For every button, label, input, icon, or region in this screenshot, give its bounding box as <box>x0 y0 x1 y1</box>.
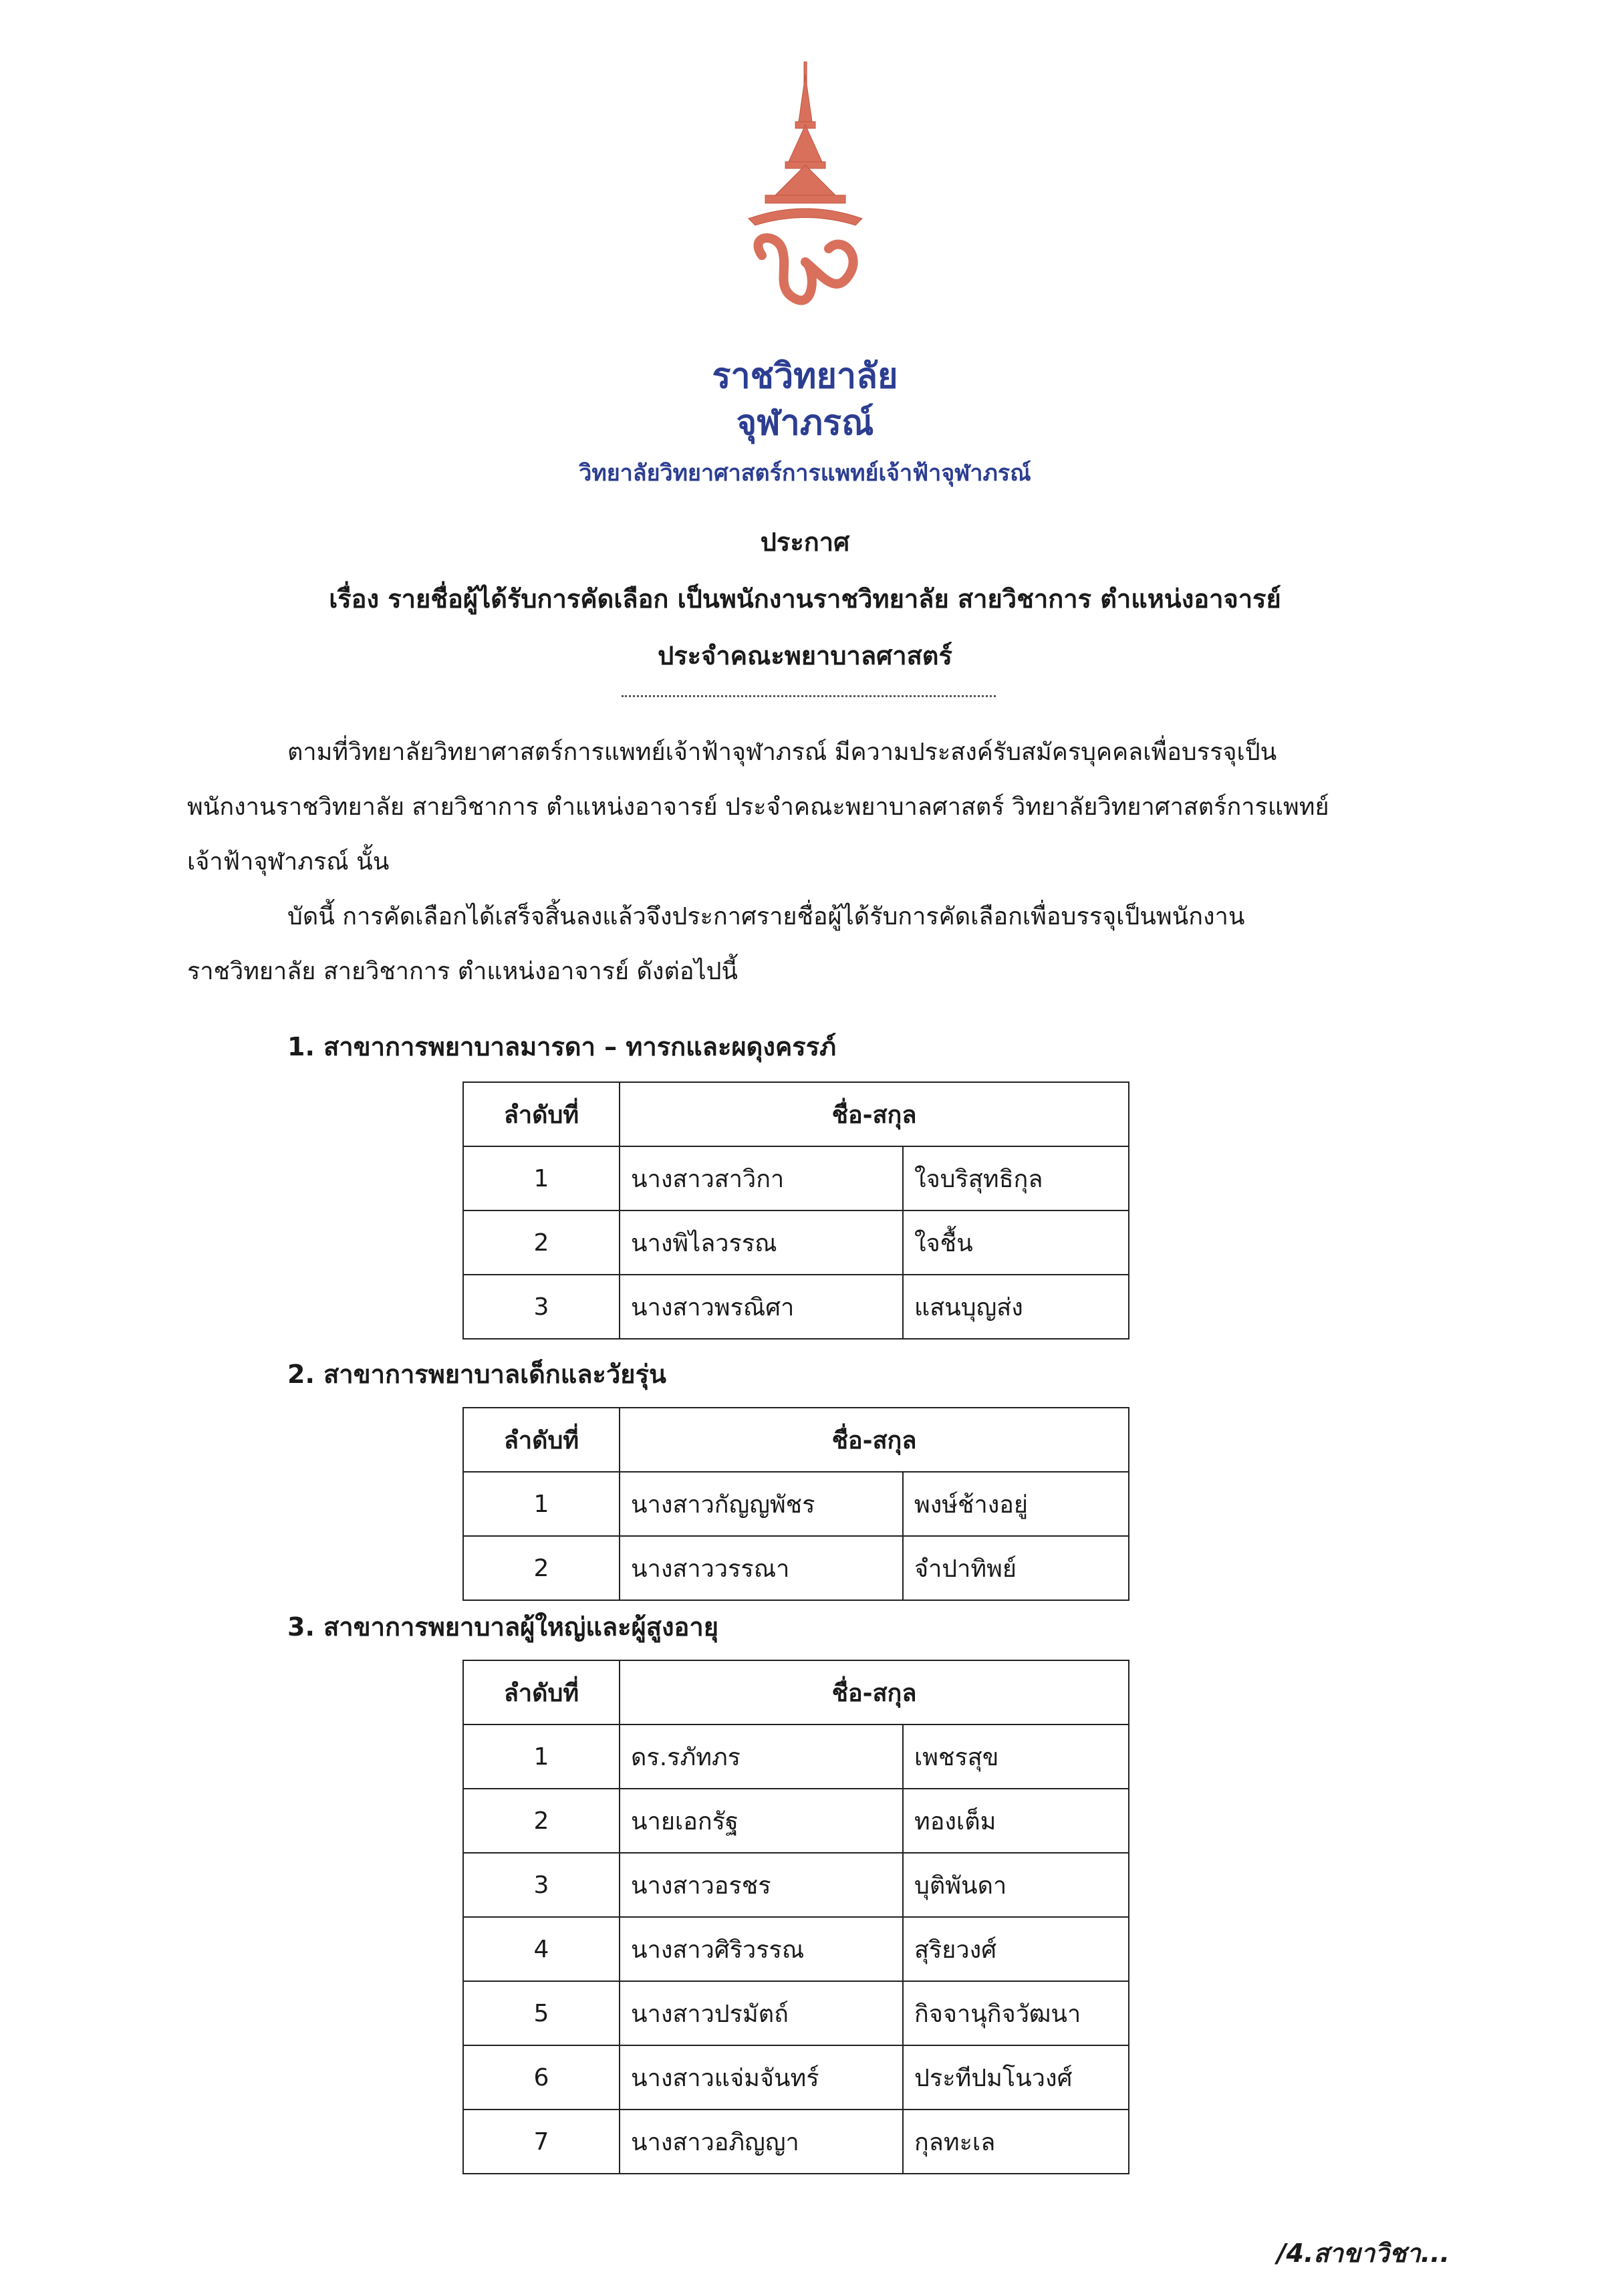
body-paragraph-1 <box>187 725 1410 890</box>
first-name: นางสาวศิริวรรณ <box>620 1917 903 1981</box>
selection-table <box>462 1081 1129 1340</box>
last-name: ใจบริสุทธิกุล <box>903 1146 1129 1210</box>
title-divider <box>622 695 996 697</box>
row-number: 2 <box>463 1789 620 1853</box>
table-header-row <box>463 1082 1129 1146</box>
row-number: 1 <box>463 1725 620 1789</box>
brand-subtitle: วิทยาลัยวิทยาศาสตร์การแพทย์เจ้าฟ้าจุฬาภรณ์ <box>579 460 1031 487</box>
first-name: นางสาวสาวิกา <box>620 1146 903 1210</box>
section-title: 2. สาขาการพยาบาลเด็กและวัยรุ่น <box>287 1360 666 1389</box>
last-name: จำปาทิพย์ <box>903 1536 1129 1600</box>
last-name: บุติพันดา <box>903 1853 1129 1917</box>
first-name: นางสาวกัญญพัชร <box>620 1472 903 1536</box>
row-number: 4 <box>463 1917 620 1981</box>
table-row <box>463 1472 1129 1536</box>
header-name: ชื่อ-สกุล <box>620 1082 1129 1146</box>
table-row <box>463 1917 1129 1981</box>
first-name: นางสาวอภิญญา <box>620 2110 903 2174</box>
table-header-row <box>463 1408 1129 1472</box>
table-header-row <box>463 1660 1129 1725</box>
table-row <box>463 1981 1129 2045</box>
table-row <box>463 1725 1129 1789</box>
para2-line2: ราชวิทยาลัย สายวิชาการ ตำแหน่งอาจารย์ ดังต่อไปนี้ <box>187 958 739 985</box>
college-emblem-logo <box>735 61 876 315</box>
para1-line3: เจ้าฟ้าจุฬาภรณ์ นั้น <box>187 848 390 876</box>
announcement-subject: เรื่อง รายชื่อผู้ได้รับการคัดเลือก เป็นพนักงานราชวิทยาลัย สายวิชาการ ตำแหน่งอาจารย์ <box>329 584 1281 614</box>
last-name: ประทีปมโนวงศ์ <box>903 2045 1129 2110</box>
table-row <box>463 1275 1129 1339</box>
last-name: กิจจานุกิจวัฒนา <box>903 1981 1129 2045</box>
first-name: นายเอกรัฐ <box>620 1789 903 1853</box>
section-title: 3. สาขาการพยาบาลผู้ใหญ่และผู้สูงอายุ <box>287 1612 718 1642</box>
header-name: ชื่อ-สกุล <box>620 1408 1129 1472</box>
para1-line1: ตามที่วิทยาลัยวิทยาศาสตร์การแพทย์เจ้าฟ้าจุฬาภรณ์ มีความประสงค์รับสมัครบุคคลเพื่อบรรจุเป็น <box>287 739 1277 766</box>
first-name: นางสาวพรณิศา <box>620 1275 903 1339</box>
row-number: 1 <box>463 1472 620 1536</box>
row-number: 2 <box>463 1536 620 1600</box>
first-name: นางสาวแจ่มจันทร์ <box>620 2045 903 2110</box>
table-row <box>463 2110 1129 2174</box>
row-number: 3 <box>463 1853 620 1917</box>
para1-line2: พนักงานราชวิทยาลัย สายวิชาการ ตำแหน่งอาจารย์ ประจำคณะพยาบาลศาสตร์ วิทยาลัยวิทยาศาสตร์การแพทย์ <box>187 793 1329 821</box>
first-name: นางพิไลวรรณ <box>620 1210 903 1275</box>
header-order: ลำดับที่ <box>463 1660 620 1725</box>
last-name: ใจชื้น <box>903 1210 1129 1275</box>
brand-name-line2: จุฬาภรณ์ <box>736 403 874 443</box>
row-number: 7 <box>463 2110 620 2174</box>
last-name: ทองเต็ม <box>903 1789 1129 1853</box>
row-number: 5 <box>463 1981 620 2045</box>
table-row <box>463 1789 1129 1853</box>
selection-table <box>462 1660 1129 2174</box>
header-order: ลำดับที่ <box>463 1082 620 1146</box>
row-number: 6 <box>463 2045 620 2110</box>
first-name: นางสาววรรณา <box>620 1536 903 1600</box>
last-name: สุริยวงศ์ <box>903 1917 1129 1981</box>
announcement-title: ประกาศ <box>760 527 850 557</box>
row-number: 2 <box>463 1210 620 1275</box>
table-row <box>463 1853 1129 1917</box>
body-paragraph-2 <box>187 890 1410 999</box>
table-row <box>463 1536 1129 1600</box>
first-name: นางสาวอรชร <box>620 1853 903 1917</box>
first-name: ดร.รภัทภร <box>620 1725 903 1789</box>
selection-table <box>462 1407 1129 1601</box>
last-name: แสนบุญส่ง <box>903 1275 1129 1339</box>
table-row <box>463 1210 1129 1275</box>
announcement-subject-line2: ประจำคณะพยาบาลศาสตร์ <box>658 641 952 670</box>
brand-name-line1: ราชวิทยาลัย <box>712 356 898 396</box>
last-name: พงษ์ช้างอยู่ <box>903 1472 1129 1536</box>
row-number: 1 <box>463 1146 620 1210</box>
header-order: ลำดับที่ <box>463 1408 620 1472</box>
last-name: เพชรสุข <box>903 1725 1129 1789</box>
row-number: 3 <box>463 1275 620 1339</box>
first-name: นางสาวปรมัตถ์ <box>620 1981 903 2045</box>
para2-line1: บัดนี้ การคัดเลือกได้เสร็จสิ้นลงแล้วจึงประกาศรายชื่อผู้ได้รับการคัดเลือกเพื่อบรรจุเป็นพนักงาน <box>287 903 1245 930</box>
table-row <box>463 1146 1129 1210</box>
page-continuation-note: /4.สาขาวิชา... <box>1277 2239 1450 2268</box>
header-name: ชื่อ-สกุล <box>620 1660 1129 1725</box>
section-title: 1. สาขาการพยาบาลมารดา – ทารกและผดุงครรภ์ <box>287 1032 837 1061</box>
table-row <box>463 2045 1129 2110</box>
last-name: กุลทะเล <box>903 2110 1129 2174</box>
